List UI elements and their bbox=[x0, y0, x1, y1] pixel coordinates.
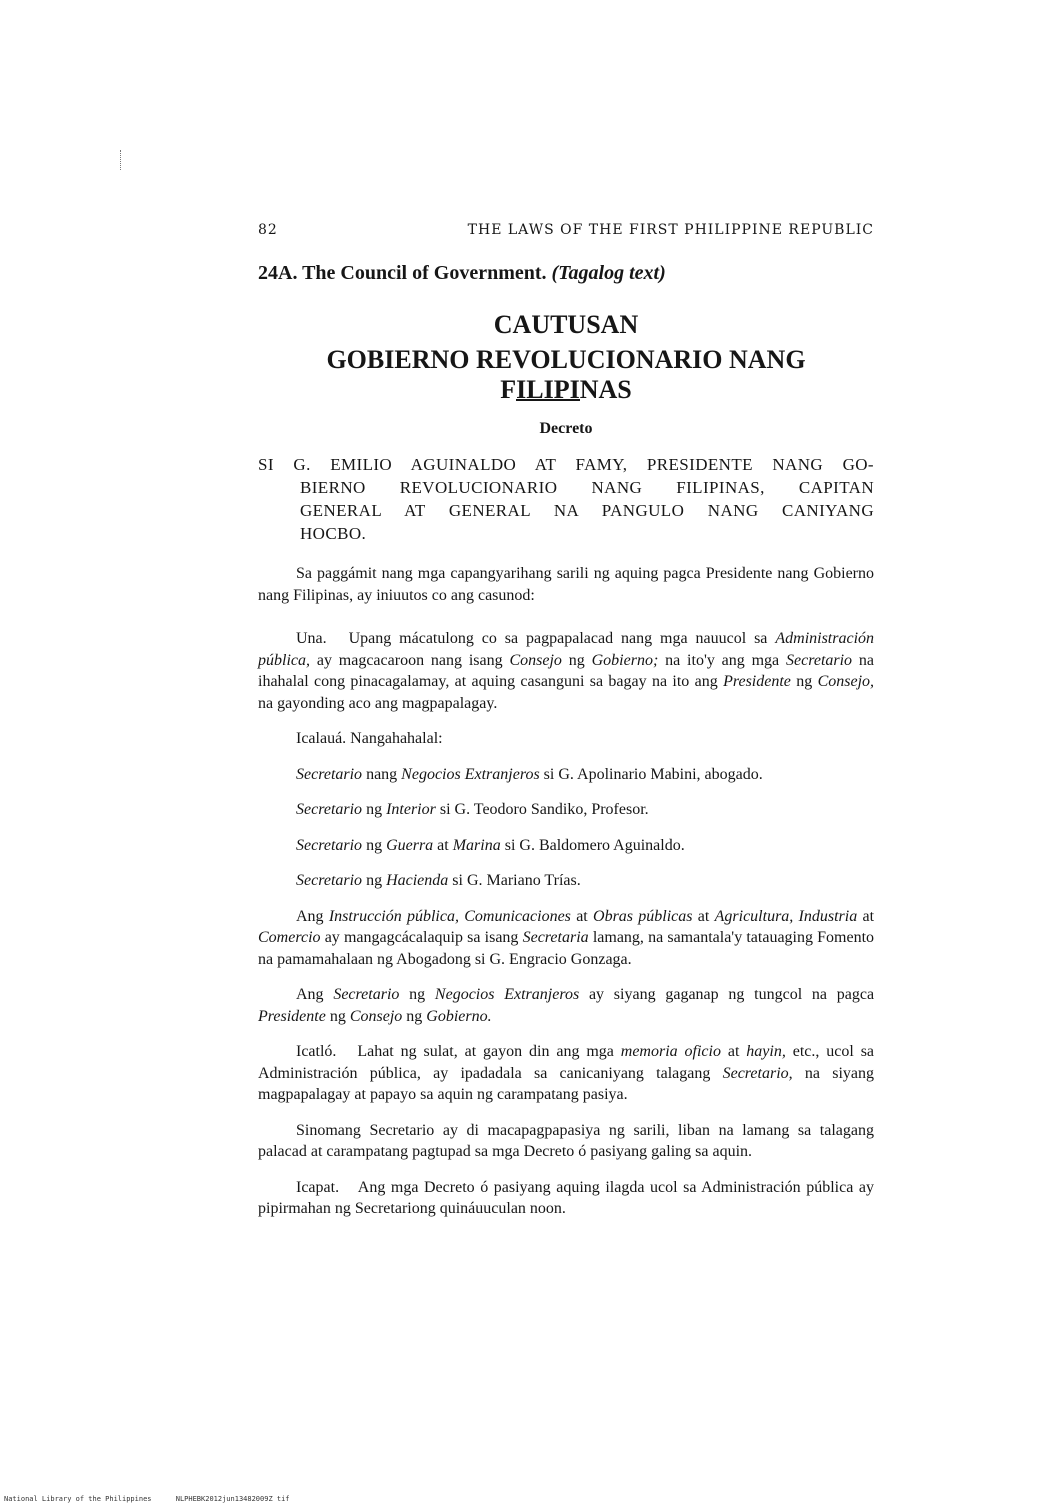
italic-term: Administración pública, bbox=[258, 630, 875, 669]
paragraph-presidente-consejo bbox=[258, 984, 874, 1027]
section-heading-text: 24A. The Council of Government. bbox=[258, 262, 547, 284]
preamble bbox=[258, 453, 874, 545]
running-title: THE LAWS OF THE FIRST PHILIPPINE REPUBLIC bbox=[467, 222, 874, 238]
italic-term: Instrucción pública, Comunicaciones bbox=[328, 907, 571, 925]
paragraph-sinomang: Sinomang Secretario ay di macapagpapasiya ng sarili, liban na lamang sa talagang palacad at carampatang pagtupad sa mga Decreto ó pasiyang galing sa aquin. bbox=[258, 1121, 874, 1160]
italic-term: Consejo bbox=[509, 651, 562, 669]
italic-term: Negocios Extranjeros bbox=[434, 986, 580, 1003]
italic-term: Consejo, bbox=[817, 673, 875, 690]
text-run: etc., ucol sa Administración pública, ay ipadadala sa canicaniyang talagang bbox=[258, 1043, 875, 1082]
italic-term: Secretario bbox=[296, 801, 363, 818]
italic-term: Consejo bbox=[349, 1007, 403, 1025]
article-label: Icatló. bbox=[296, 1043, 337, 1060]
text-run: ng bbox=[366, 872, 383, 889]
text-run: ng bbox=[568, 651, 585, 669]
italic-term: Secretario bbox=[333, 986, 400, 1003]
paragraph-fomento bbox=[258, 906, 874, 971]
preamble-line-2: BIERNO REVOLUCIONARIO NANG FILIPINAS, CAPITAN bbox=[300, 478, 874, 497]
italic-term: Presidente bbox=[723, 673, 791, 690]
text-run: si G. Teodoro Sandiko, Profesor. bbox=[439, 801, 649, 818]
text-run: ng bbox=[796, 673, 813, 690]
text-run: at bbox=[727, 1043, 740, 1060]
paragraph-una bbox=[258, 628, 874, 714]
italic-term: hayin, bbox=[746, 1043, 786, 1060]
paragraph-1: Sa paggámit nang mga capangyarihang sarili ng aquing pagca Presidente nang Gobierno nang Filipinas, ay iniuutos co ang casunod: bbox=[258, 565, 874, 604]
paragraph-secretario-negocios bbox=[258, 764, 874, 786]
document-title-line-1: CAUTUSAN bbox=[493, 310, 639, 339]
text-run: at bbox=[437, 836, 449, 854]
text-run: si G. Apolinario Mabini, abogado. bbox=[543, 765, 763, 783]
running-header bbox=[258, 222, 874, 244]
text-run: Lahat ng sulat, at gayon din ang mga bbox=[357, 1043, 614, 1060]
footer-library: National Library of the Philippines bbox=[4, 1495, 152, 1503]
article-label: Icapat. bbox=[296, 1178, 340, 1196]
italic-term: Hacienda bbox=[386, 872, 449, 889]
italic-term: memoria oficio bbox=[620, 1043, 721, 1060]
text-run: at bbox=[576, 907, 588, 925]
italic-term: Secretaria bbox=[522, 929, 589, 946]
text-run: ay mangagcácalaquip sa isang bbox=[324, 929, 519, 946]
paragraph-icalaua: Icalauá. Nangahahalal: bbox=[296, 730, 443, 747]
section-heading-note: (Tagalog text) bbox=[551, 262, 666, 284]
italic-term: Secretario bbox=[786, 651, 853, 669]
text-run: ng bbox=[329, 1007, 346, 1025]
paragraph-icapat bbox=[258, 1177, 874, 1220]
italic-term: Secretario bbox=[296, 836, 363, 854]
scan-footer bbox=[4, 1495, 310, 1503]
italic-term: Presidente bbox=[258, 1007, 326, 1025]
italic-term: Interior bbox=[386, 801, 436, 818]
page-number: 82 bbox=[258, 222, 278, 238]
text-run: nang bbox=[366, 765, 398, 783]
italic-term: Secretario bbox=[296, 872, 363, 889]
text-run: ay siyang gaganap ng tungcol na pagca bbox=[588, 986, 875, 1003]
article-label: Una. bbox=[296, 630, 327, 647]
text-run: at bbox=[697, 907, 710, 925]
text-run: na siyang magpapalagay at papayo sa aquin ng carampatang pasiya. bbox=[258, 1064, 874, 1103]
text-run: na ito'y ang mga bbox=[665, 651, 780, 669]
italic-term: Comercio bbox=[258, 929, 321, 946]
italic-term: Gobierno; bbox=[591, 651, 659, 669]
italic-term: Marina bbox=[452, 836, 501, 854]
text-run: si G. Baldomero Aguinaldo. bbox=[504, 836, 685, 854]
paragraph-secretario-interior bbox=[258, 799, 874, 821]
text-run: ay magcacaroon nang isang bbox=[316, 651, 503, 669]
text-run: ng bbox=[366, 836, 383, 854]
italic-term: Guerra bbox=[386, 836, 434, 854]
text-run: at bbox=[862, 907, 875, 925]
text-run: Ang bbox=[296, 986, 324, 1003]
italic-term: Secretario, bbox=[722, 1064, 793, 1082]
text-run: ng bbox=[409, 986, 426, 1003]
title-divider bbox=[516, 399, 580, 401]
paragraph-icatlo bbox=[258, 1041, 874, 1106]
text-run: lamang, na samantala'y tatauaging Fomento na pamamahalaan ng Abogadong si G. Engracio Gonzaga. bbox=[258, 929, 875, 968]
paragraph-secretario-hacienda bbox=[258, 870, 874, 892]
scan-mark bbox=[120, 150, 123, 170]
italic-term: Secretario bbox=[296, 765, 363, 783]
preamble-line-3: GENERAL AT GENERAL NA PANGULO NANG CANIYANG bbox=[300, 501, 874, 520]
preamble-line-1: SI G. EMILIO AGUINALDO AT FAMY, PRESIDENTE NANG GO- bbox=[258, 455, 874, 474]
text-run: Ang mga Decreto ó pasiyang aquing ilagda ucol sa Administración pública ay pipirmahan ng Secretariong quináuuculan noon. bbox=[258, 1178, 874, 1217]
text-run: ng bbox=[366, 801, 383, 818]
footer-file-id: NLPHEBK2012jun13482009Z tif bbox=[175, 1495, 290, 1503]
section-heading bbox=[258, 262, 666, 285]
paragraph-secretario-guerra bbox=[258, 835, 874, 857]
text-run: si G. Mariano Trías. bbox=[452, 872, 581, 889]
italic-term: Gobierno. bbox=[426, 1007, 492, 1025]
text-run: ng bbox=[406, 1007, 423, 1025]
text-run: na gayonding aco ang magpapalagay. bbox=[258, 694, 498, 712]
decreto-label: Decreto bbox=[539, 420, 593, 437]
text-run: Ang bbox=[296, 907, 324, 925]
preamble-line-4: HOCBO. bbox=[300, 524, 367, 543]
decree-body bbox=[258, 563, 874, 1234]
italic-term: Negocios Extranjeros bbox=[401, 765, 540, 783]
document-title-line-2: GOBIERNO REVOLUCIONARIO NANG FILIPINAS bbox=[326, 345, 806, 404]
text-run: Upang mácatulong co sa pagpapalacad nang mga nauucol sa bbox=[348, 630, 768, 647]
italic-term: Agricultura, Industria bbox=[714, 907, 858, 925]
text-run: na ihahalal cong pinacagalamay, at aquing casanguni sa bagay na ito ang bbox=[258, 651, 875, 690]
italic-term: Obras públicas bbox=[593, 907, 693, 925]
